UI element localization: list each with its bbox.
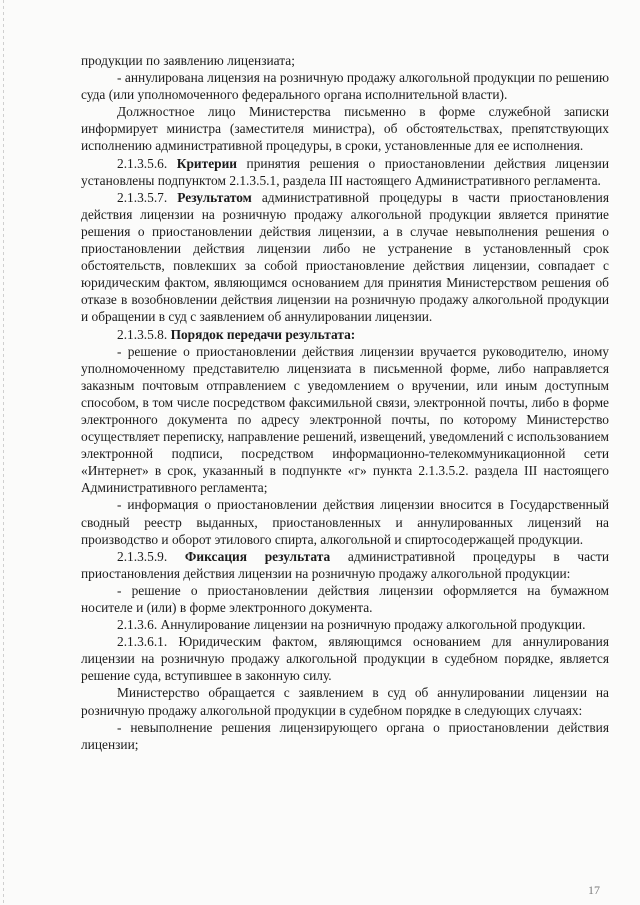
bold-term: Фиксация результата (184, 548, 331, 564)
paragraph (81, 155, 609, 189)
paragraph (81, 616, 609, 633)
text-run: 2.1.3.5.7. (117, 189, 178, 205)
paragraph (81, 719, 609, 753)
paragraph (81, 633, 609, 684)
paragraph (81, 548, 609, 582)
paragraph (81, 189, 609, 326)
text-run: принятия решения о приостановлении действия лицензии установлены подпунктом 2.1.3.5.1, раздела III настоящего Административного регламента. (81, 155, 609, 188)
text-run: Должностное лицо Министерства письменно в форме служебной записки информирует министра (заместителя министра), об обстоятельствах, препятствующих исполнению административной процедуры, в сроки, установленные для ее исполнения. (81, 104, 609, 154)
paragraph (81, 69, 609, 103)
paragraph (81, 52, 609, 69)
text-run: - информация о приостановлении действия лицензии вносится в Государственный сводный реестр выданных, приостановленных и аннулированных лицензий на производство и оборот этилового спирта, алкогольной и спиртосодержащей продукции. (81, 497, 609, 547)
paragraph (81, 496, 609, 547)
scan-margin-line (3, 0, 4, 905)
text-run: 2.1.3.5.8. (117, 326, 171, 342)
bold-term: Порядок передачи результата: (170, 326, 356, 342)
bold-term: Результатом (177, 189, 252, 205)
bold-term: Критерии (176, 155, 238, 171)
text-run: административной процедуры в части приостановления действия лицензии на розничную продажу алкогольной продукции является принятие решения о приостановлении действия лицензии, а в случае невыполнения решения о приостановлении действия лицензии либо не устранение в установленный срок обстоятельств, повлекших за собой приостановление действия лицензии, совпадает с юридическим фактом, являющимся основанием для принятия Министерством решения об отказе в возобновлении действия лицензии на розничную продажу алкогольной продукции и обращении в суд с заявлением об аннулировании лицензии. (81, 189, 610, 325)
text-run: 2.1.3.6.1. Юридическим фактом, являющимся основанием для аннулирования лицензии на розничную продажу алкогольной продукции в судебном порядке, является решение суда, вступившее в законную силу. (81, 634, 609, 684)
text-run: 2.1.3.5.9. (117, 548, 185, 564)
text-run: продукции по заявлению лицензиата; (81, 53, 295, 68)
paragraph (81, 103, 609, 154)
paragraph (81, 343, 609, 497)
page-number: 17 (588, 883, 600, 897)
text-run: административной процедуры в части приостановления действия лицензии на розничную продажу алкогольной продукции: (81, 548, 609, 581)
text-run: - решение о приостановлении действия лицензии вручается руководителю, иному уполномоченному представителю лицензиата в письменной форме, либо направляется заказным почтовым отправлением с уведомлением о вручении, или иным доступным способом, в том числе посредством факсимильной связи, электронной почты, либо в форме электронного документа по адресу электронной почты, по которому Министерство осуществляет переписку, направление решений, извещений, уведомлений с использованием электронной подписи, посредством информационно-телекоммуникационной сети «Интернет» в срок, указанный в подпункте «г» пункта 2.1.3.5.2. раздела III настоящего Административного регламента; (81, 343, 609, 496)
text-run: 2.1.3.5.6. (117, 155, 177, 171)
text-run: - решение о приостановлении действия лицензии оформляется на бумажном носителе и (или) в форме электронного документа. (81, 582, 609, 615)
document-body (81, 52, 609, 753)
text-run: 2.1.3.6. Аннулирование лицензии на розничную продажу алкогольной продукции. (117, 617, 586, 633)
text-run: - аннулирована лицензия на розничную продажу алкогольной продукции по решению суда (или уполномоченного федерального органа исполнительной власти). (81, 70, 609, 103)
paragraph (81, 326, 609, 343)
paragraph (81, 684, 609, 718)
paragraph (81, 582, 609, 616)
text-run: Министерство обращается с заявлением в суд об аннулировании лицензии на розничную продажу алкогольной продукции в судебном порядке в следующих случаях: (81, 685, 609, 718)
text-run: - невыполнение решения лицензирующего органа о приостановлении действия лицензии; (81, 719, 609, 752)
